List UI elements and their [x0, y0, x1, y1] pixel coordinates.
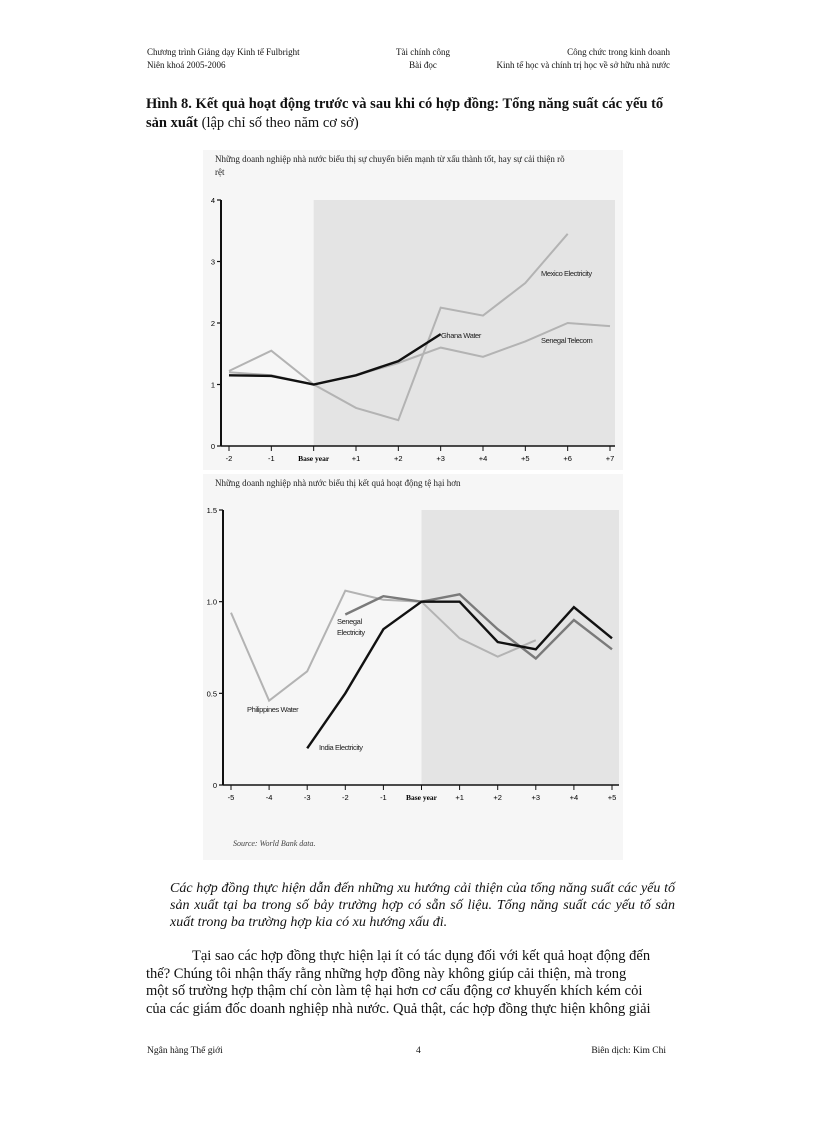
chart-top-turnaround [203, 150, 623, 470]
body-line: của các giám đốc doanh nghiệp nhà nước. Quả thật, các hợp đồng thực hiện không giải [146, 1000, 651, 1017]
y-tick-label: 0 [210, 442, 215, 451]
x-tick-label: -2 [225, 454, 233, 463]
running-header-center [368, 46, 478, 72]
x-tick-label: Base year [298, 454, 330, 463]
x-tick-label: -3 [303, 793, 311, 802]
series-label-senegal-electricity: Electricity [337, 628, 365, 637]
running-header-right [497, 46, 670, 72]
x-tick-label: +2 [493, 793, 502, 802]
y-tick-label: 1.5 [206, 506, 217, 515]
x-tick-label: +7 [605, 454, 615, 463]
series-label-senegal-electricity: Senegal [337, 617, 362, 626]
x-tick-label: +2 [394, 454, 403, 463]
x-tick-label: Base year [405, 793, 438, 802]
x-tick-label: -2 [341, 793, 349, 802]
chart-bottom-worse [203, 474, 623, 860]
body-line: thế? Chúng tôi nhận thấy rằng những hợp đồng này không giúp cải thiện, mà trong [146, 965, 627, 982]
course-name: Tài chính công [396, 47, 450, 57]
x-tick-label: +6 [563, 454, 572, 463]
figure-title-bold: Hình 8. Kết quả hoạt động trước và sau khi có hợp đồng: Tổng năng suất các yếu tố sản xuất [146, 96, 664, 131]
y-tick-label: 1.0 [206, 597, 217, 607]
y-tick-label: 0.5 [206, 689, 217, 699]
body-paragraph [146, 948, 676, 1018]
x-tick-label: -1 [380, 793, 387, 802]
series-label-india-electricity: India Electricity [319, 743, 363, 752]
series-label-philippines-water: Philippines Water [247, 705, 299, 714]
footer-translator: Biên dịch: Kim Chi [591, 1046, 666, 1056]
figure-title [146, 95, 676, 133]
chart-source-note: Source: World Bank data. [233, 839, 316, 848]
chart-title-wrap [215, 153, 570, 187]
x-tick-label: +5 [521, 454, 530, 463]
x-tick-label: +3 [436, 454, 445, 463]
page-number: 4 [416, 1046, 421, 1056]
series-label-ghana-water: Ghana Water [441, 331, 481, 340]
document-subtitle: Kinh tế học và chính trị học về sở hữu nhà nước [496, 60, 670, 70]
document-title: Công chức trong kinh doanh [567, 47, 670, 57]
y-tick-label: 2 [210, 319, 215, 328]
body-line: một số trường hợp thậm chí còn làm tệ hại hơn cơ cấu động cơ khuyến khích kém cỏi [146, 983, 643, 999]
figure-title-rest: (lập chỉ số theo năm cơ sở) [197, 115, 359, 131]
series-label-mexico-electricity: Mexico Electricity [541, 269, 592, 278]
x-tick-label: +3 [531, 793, 541, 802]
series-label-senegal-telecom: Senegal Telecom [541, 336, 593, 345]
x-tick-label: +1 [351, 454, 361, 463]
document-type: Bài đọc [409, 60, 437, 70]
running-header-left [147, 46, 300, 72]
footer-publisher: Ngân hàng Thế giới [147, 1046, 223, 1056]
body-line: Tại sao các hợp đồng thực hiện lại ít có tác dụng đối với kết quả hoạt động đến [192, 948, 651, 964]
figure-caption: Các hợp đồng thực hiện dẫn đến những xu hướng cải thiện của tổng năng suất các yếu tố sản xuất tại ba trong số bảy trường hợp có sẵn số liệu. Tổng năng suất các yếu tố sản xuất trong ba trường hợp kia có xu hướng xấu đi. [170, 881, 675, 930]
x-tick-label: +1 [455, 793, 464, 802]
y-tick-label: 1 [210, 380, 215, 390]
x-tick-label: +4 [478, 454, 488, 463]
y-tick-label: 3 [210, 257, 215, 267]
chart-title: Những doanh nghiệp nhà nước biểu thị kết quả hoạt động tệ hại hơn [215, 478, 461, 488]
x-tick-label: -5 [227, 793, 235, 802]
chart-title: Những doanh nghiệp nhà nước biểu thị sự chuyển biến mạnh từ xấu thành tốt, hay sự cải thiện rõ rệt [215, 154, 565, 177]
chart-title-wrap [215, 477, 575, 497]
y-tick-label: 4 [210, 196, 215, 205]
y-tick-label: 0 [212, 781, 217, 790]
program-name: Chương trình Giảng dạy Kinh tế Fulbright [147, 47, 300, 57]
x-tick-label: -4 [265, 793, 273, 802]
x-tick-label: +4 [569, 793, 579, 802]
academic-year: Niên khoá 2005-2006 [147, 60, 226, 70]
x-tick-label: +5 [607, 793, 617, 802]
x-tick-label: -1 [267, 454, 275, 463]
